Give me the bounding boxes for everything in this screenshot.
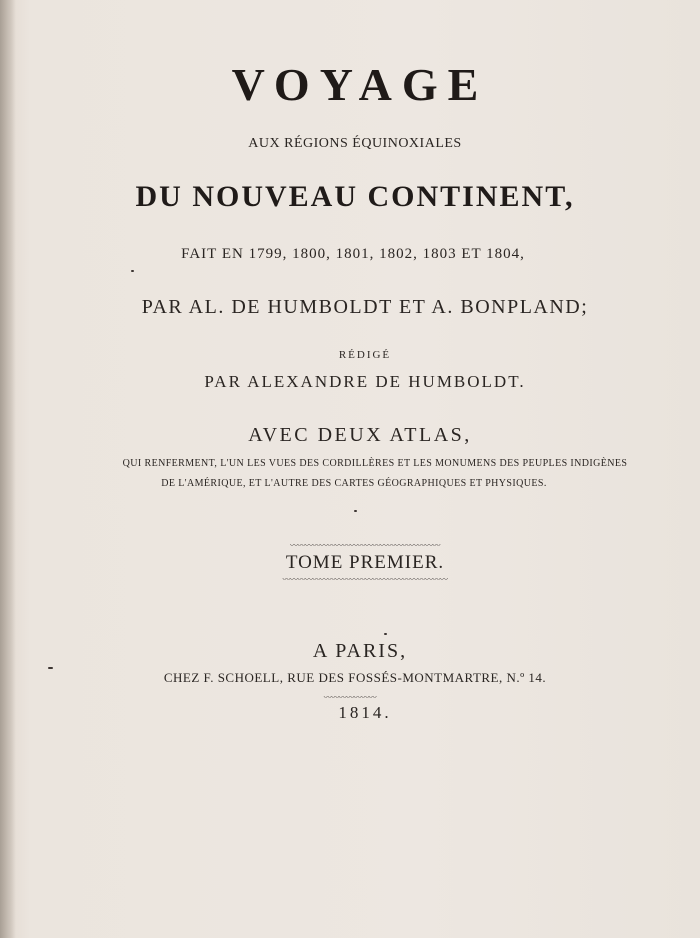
subtitle-continent: DU NOUVEAU CONTINENT, xyxy=(135,180,575,213)
travel-dates: FAIT EN 1799, 1800, 1801, 1802, 1803 ET 1804, xyxy=(181,246,525,262)
ornament-rule-small: 〰〰〰〰〰〰〰 xyxy=(323,693,377,702)
atlas-heading: AVEC DEUX ATLAS, xyxy=(248,424,472,446)
publisher-line: CHEZ F. SCHOELL, RUE DES FOSSÉS-MONTMARTRE, N.º 14. xyxy=(163,670,547,685)
volume-label: TOME PREMIER. xyxy=(285,552,445,573)
publication-city: A PARIS, xyxy=(312,640,408,662)
redige-label: RÉDIGÉ xyxy=(338,349,392,361)
paper-speck xyxy=(354,510,357,512)
authors-line: PAR AL. DE HUMBOLDT ET A. BONPLAND; xyxy=(141,296,589,318)
ornament-rule-top: 〰〰〰〰〰〰〰〰〰〰〰〰〰〰〰〰〰〰〰〰 xyxy=(290,541,440,550)
atlas-description-line2: DE L'AMÉRIQUE, ET L'AUTRE DES CARTES GÉOGRAPHIQUES ET PHYSIQUES. xyxy=(161,478,547,489)
paper-speck xyxy=(131,270,134,272)
ornament-rule-bottom: 〰〰〰〰〰〰〰〰〰〰〰〰〰〰〰〰〰〰〰〰〰〰 xyxy=(282,575,448,584)
atlas-description-line1: QUI RENFERMENT, L'UN LES VUES DES CORDILLÈRES ET LES MONUMENS DES PEUPLES INDIGÈNES xyxy=(122,458,628,469)
publication-year: 1814. xyxy=(338,703,392,722)
paper-speck xyxy=(48,667,53,669)
subtitle-regions: AUX RÉGIONS ÉQUINOXIALES xyxy=(248,136,462,151)
editor-line: PAR ALEXANDRE DE HUMBOLDT. xyxy=(204,372,526,391)
book-title: VOYAGE xyxy=(231,59,489,110)
paper-speck xyxy=(384,633,387,635)
